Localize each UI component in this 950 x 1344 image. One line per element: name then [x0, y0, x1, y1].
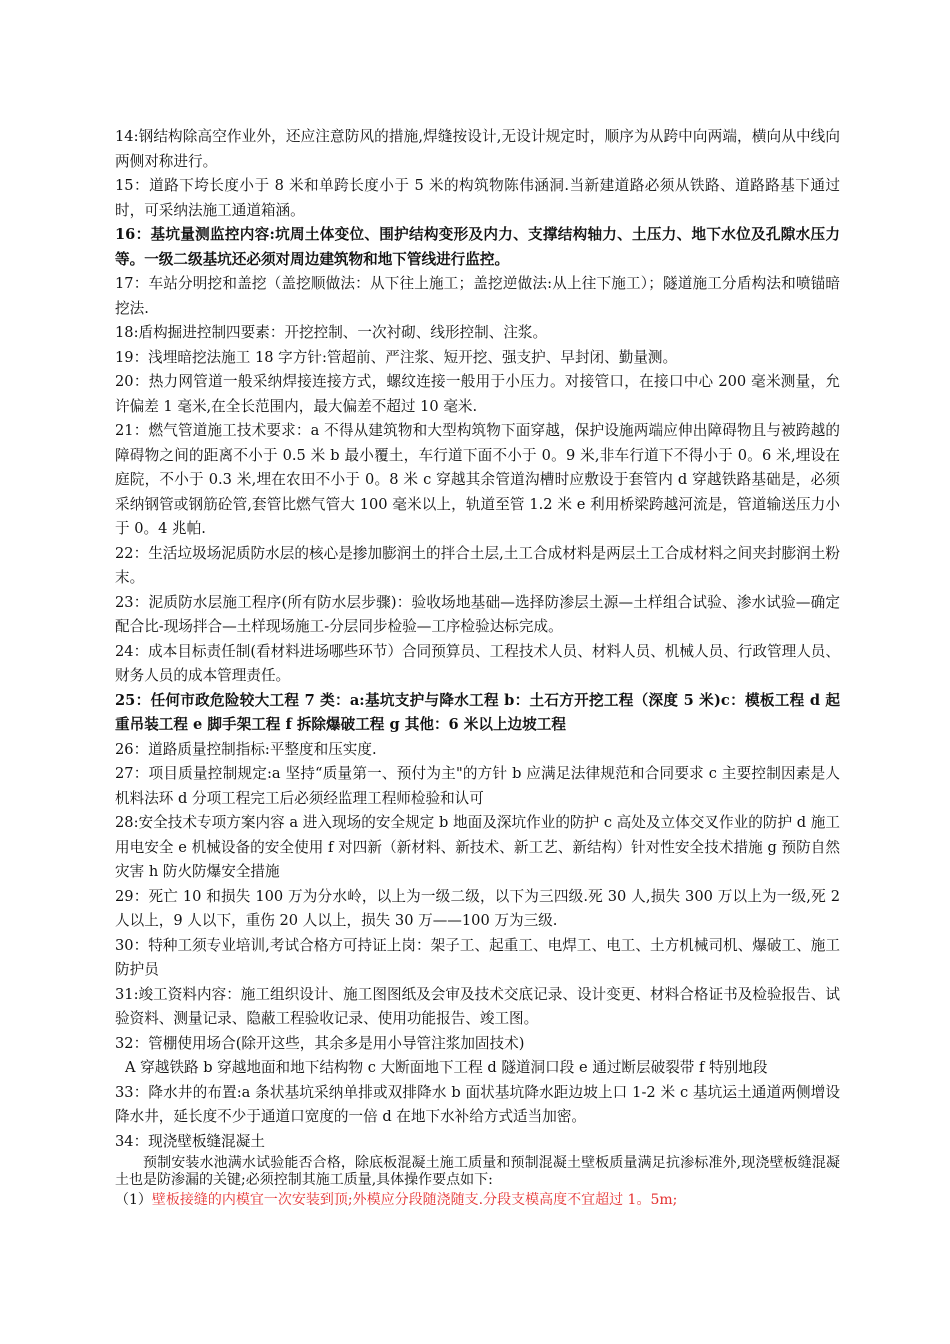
item-17-paragraph: 17：车站分明挖和盖挖（盖挖顺做法：从下往上施工；盖挖逆做法:从上往下施工）；隧道施工分盾构法和喷锚暗挖法.	[115, 275, 840, 317]
step-1-prefix: （1）	[115, 1192, 152, 1208]
item-23-paragraph: 23：泥质防水层施工程序(所有防水层步骤)：验收场地基础—选择防渗层土源—土样组合试验、渗水试验—确定配合比-现场拌合—土样现场施工-分层同步检验—工序检验达标完成。	[115, 593, 840, 635]
item-32-paragraph: 32：管棚使用场合(除开这些，其余多是用小导管注浆加固技术)	[115, 1034, 525, 1052]
item-26-paragraph: 26：道路质量控制指标:平整度和压实度.	[115, 740, 377, 758]
item-20-paragraph: 20：热力网管道一般采纳焊接连接方式，螺纹连接一般用于小压力。对接管口，在接口中心 200 毫米测量，允许偏差 1 毫米,在全长范围内，最大偏差不超过 10 毫米.	[115, 373, 840, 415]
item-34-heading: 34：现浇壁板缝混凝土	[115, 1132, 265, 1150]
item-27-paragraph: 27：项目质量控制规定:a 坚持“质量第一、预付为主"的方针 b 应满足法律规范和合同要求 c 主要控制因素是人机料法环 d 分项工程完工后必须经监理工程师检验和认可	[115, 765, 840, 807]
item-34-step-1	[115, 1190, 840, 1210]
item-33-paragraph: 33：降水井的布置:a 条状基坑采纳单排或双排降水 b 面状基坑降水距边坡上口 1-2 米 c 基坑运土通道两侧增设降水井，延长度不少于通道口宽度的一倍 d 在地下水补给方式适当加密。	[115, 1083, 840, 1125]
item-24-paragraph: 24：成本目标责任制(看材料进场哪些环节）合同预算员、工程技术人员、材料人员、机械人员、行政管理人员、财务人员的成本管理责任。	[115, 642, 840, 684]
item-30-paragraph: 30：特种工须专业培训,考试合格方可持证上岗：架子工、起重工、电焊工、电工、土方机械司机、爆破工、施工防护员	[115, 936, 840, 978]
item-22-paragraph: 22：生活垃圾场泥质防水层的核心是掺加膨润土的拌合土层,土工合成材料是两层土工合成材料之间夹封膨润土粉末。	[115, 544, 840, 586]
item-15-paragraph: 15：道路下垮长度小于 8 米和单跨长度小于 5 米的构筑物陈伟涵洞.当新建道路必须从铁路、道路路基下通过时，可采纳法施工通道箱涵。	[115, 177, 840, 219]
item-25-paragraph: 25：任何市政危险较大工程 7 类：a:基坑支护与降水工程 b：土石方开挖工程（深度 5 米)c：模板工程 d 起重吊装工程 e 脚手架工程 f 拆除爆破工程 g 其他：6 米以上边坡工程	[115, 691, 840, 733]
step-1-text: 壁板接缝的内模宜一次安装到顶;外模应分段随浇随支.分段支模高度不宜超过 1。5m;	[151, 1192, 678, 1208]
item-16-paragraph: 16：基坑量测监控内容:坑周土体变位、围护结构变形及内力、支撑结构轴力、土压力、地下水位及孔隙水压力等。一级二级基坑还必须对周边建筑物和地下管线进行监控。	[115, 226, 840, 268]
item-29-paragraph: 29：死亡 10 和损失 100 万为分水岭，以上为一级二级，以下为三四级.死 30 人,损失 300 万以上为一级,死 2 人以上，9 人以下，重伤 20 人以上，损失 30 万——100 万为三级.	[115, 887, 840, 929]
document-body	[115, 125, 840, 1210]
item-28-paragraph: 28:安全技术专项方案内容 a 进入现场的安全规定 b 地面及深坑作业的防护 c 高处及立体交叉作业的防护 d 施工用电安全 e 机械设备的安全使用 f 对四新（新材料、新技术、新工艺、新结构）针对性安全技术措施 g 预防自然灾害 h 防火防爆安全措施	[115, 814, 840, 880]
item-21-paragraph: 21：燃气管道施工技术要求：a 不得从建筑物和大型构筑物下面穿越，保护设施两端应伸出障碍物且与被跨越的障碍物之间的距离不小于 0.5 米 b 最小覆土，车行道下面不小于 0。9 米,非车行道下不得小于 0。6 米,埋设在庭院，不小于 0.3 米,埋在农田不小于 0。8 米 c 穿越其余管道沟槽时应敷设于套管内 d 穿越铁路基础是，必须采纳钢管或钢筋砼管,套管比燃气管大 100 毫米以上，轨道至管 1.2 米 e 利用桥梁跨越河流是，管道输送压力小于 0。4 兆帕.	[115, 422, 840, 537]
item-32-list: A 穿越铁路 b 穿越地面和地下结构物 c 大断面地下工程 d 隧道洞口段 e 通过断层破裂带 f 特别地段	[125, 1059, 768, 1076]
item-14-paragraph: 14:钢结构除高空作业外，还应注意防风的措施,焊缝按设计,无设计规定时，顺序为从跨中向两端，横向从中线向两侧对称进行。	[115, 128, 840, 170]
item-18-paragraph: 18:盾构掘进控制四要素：开挖控制、一次衬砌、线形控制、注浆。	[115, 324, 548, 341]
item-31-paragraph: 31:竣工资料内容：施工组织设计、施工图图纸及会审及技术交底记录、设计变更、材料合格证书及检验报告、试验资料、测量记录、隐蔽工程验收记录、使用功能报告、竣工图。	[115, 985, 840, 1027]
item-19-paragraph: 19：浅埋暗挖法施工 18 字方针:管超前、严注浆、短开挖、强支护、早封闭、勤量测。	[115, 348, 678, 366]
item-34-body: 预制安装水池满水试验能否合格，除底板混凝土施工质量和预制混凝土壁板质量满足抗渗标准外,现浇壁板缝混凝土也是防渗漏的关键;必须控制其施工质量,具体操作要点如下:	[115, 1155, 840, 1188]
